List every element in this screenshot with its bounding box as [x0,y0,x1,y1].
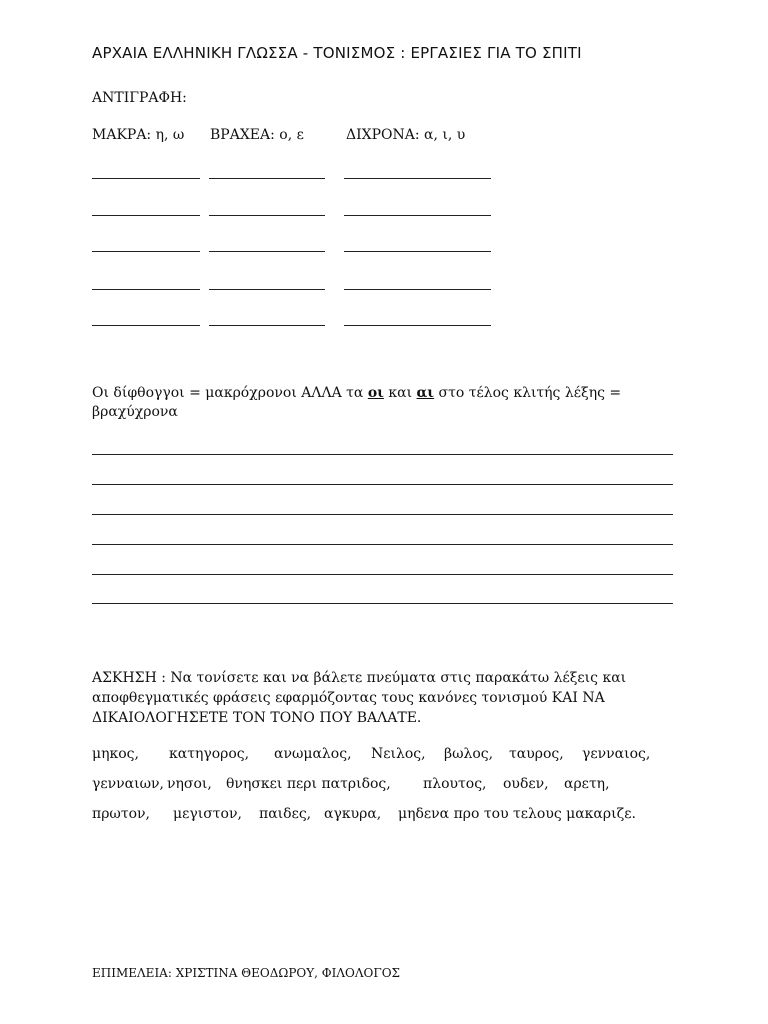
word: μηκος, [92,746,139,762]
footer-credit: ΕΠΙΜΕΛΕΙΑ: ΧΡΙΣΤΙΝΑ ΘΕΟΔΩΡΟΥ, ΦΙΛΟΛΟΓΟΣ [92,966,401,980]
column-dual-heading: ΔΙΧΡΟΝΑ: α, ι, υ [346,127,466,143]
diphthong-text: Οι δίφθογγοι = μακρόχρονοι ΑΛΛΑ τα [92,385,368,401]
word: πλουτος, [423,776,487,792]
word: θνησκει περι πατριδος, [226,776,391,792]
word: γενναιος, [582,746,651,762]
diphthong-text-end: στο τέλος κλιτής λέξης = βραχύχρονα [92,385,622,420]
word: αρετη, [564,776,610,792]
answer-line[interactable] [92,484,673,485]
diphthong-and: και [383,385,417,401]
diphthong-ai: αι [416,385,435,401]
word: ουδεν, [503,776,549,792]
diphthong-oi: οι [367,385,384,401]
column-long-heading: ΜΑΚΡΑ: η, ω [92,127,185,143]
word: παιδες, [259,806,312,822]
word: νησοι, [167,776,212,792]
word: Νειλος, [371,746,426,762]
word: βωλος, [444,746,494,762]
copy-heading: ΑΝΤΙΓΡΑΦΗ: [92,90,187,106]
blank-line[interactable] [92,215,200,216]
word: ανωμαλος, [274,746,352,762]
blank-line[interactable] [92,251,200,252]
blank-line[interactable] [344,289,491,290]
column-short-heading: ΒΡΑΧΕΑ: ο, ε [210,127,304,143]
blank-line[interactable] [344,215,491,216]
answer-line[interactable] [92,454,673,455]
blank-line[interactable] [209,178,325,179]
blank-line[interactable] [92,289,200,290]
word: μεγιστον, [173,806,242,822]
word: κατηγορος, [169,746,250,762]
answer-line[interactable] [92,544,673,545]
blank-line[interactable] [344,325,491,326]
word: αγκυρα, [324,806,382,822]
word: μηδενα προ του τελους μακαριζε. [398,806,636,822]
diphthong-rule [92,384,692,422]
blank-line[interactable] [344,251,491,252]
blank-line[interactable] [92,325,200,326]
blank-line[interactable] [344,178,491,179]
blank-line[interactable] [209,325,325,326]
answer-line[interactable] [92,603,673,604]
answer-line[interactable] [92,514,673,515]
blank-line[interactable] [92,178,200,179]
word: ταυρος, [509,746,564,762]
blank-line[interactable] [209,289,325,290]
page-title: ΑΡΧΑΙΑ ΕΛΛΗΝΙΚΗ ΓΛΩΣΣΑ - ΤΟΝΙΣΜΟΣ : ΕΡΓΑΣΙΕΣ ΓΙΑ ΤΟ ΣΠΙΤΙ [92,44,582,62]
word: πρωτον, [92,806,150,822]
answer-line[interactable] [92,574,673,575]
exercise-instructions: ΑΣΚΗΣΗ : Να τονίσετε και να βάλετε πνεύματα στις παρακάτω λέξεις και αποφθεγματικές φράσεις εφαρμόζοντας τους κανόνες τονισμού ΚΑΙ ΝΑ ΔΙΚΑΙΟΛΟΓΗΣΕΤΕ ΤΟΝ ΤΟΝΟ ΠΟΥ ΒΑΛΑΤΕ. [92,670,627,726]
blank-line[interactable] [209,215,325,216]
word: γενναιων, [92,776,164,792]
blank-line[interactable] [209,251,325,252]
